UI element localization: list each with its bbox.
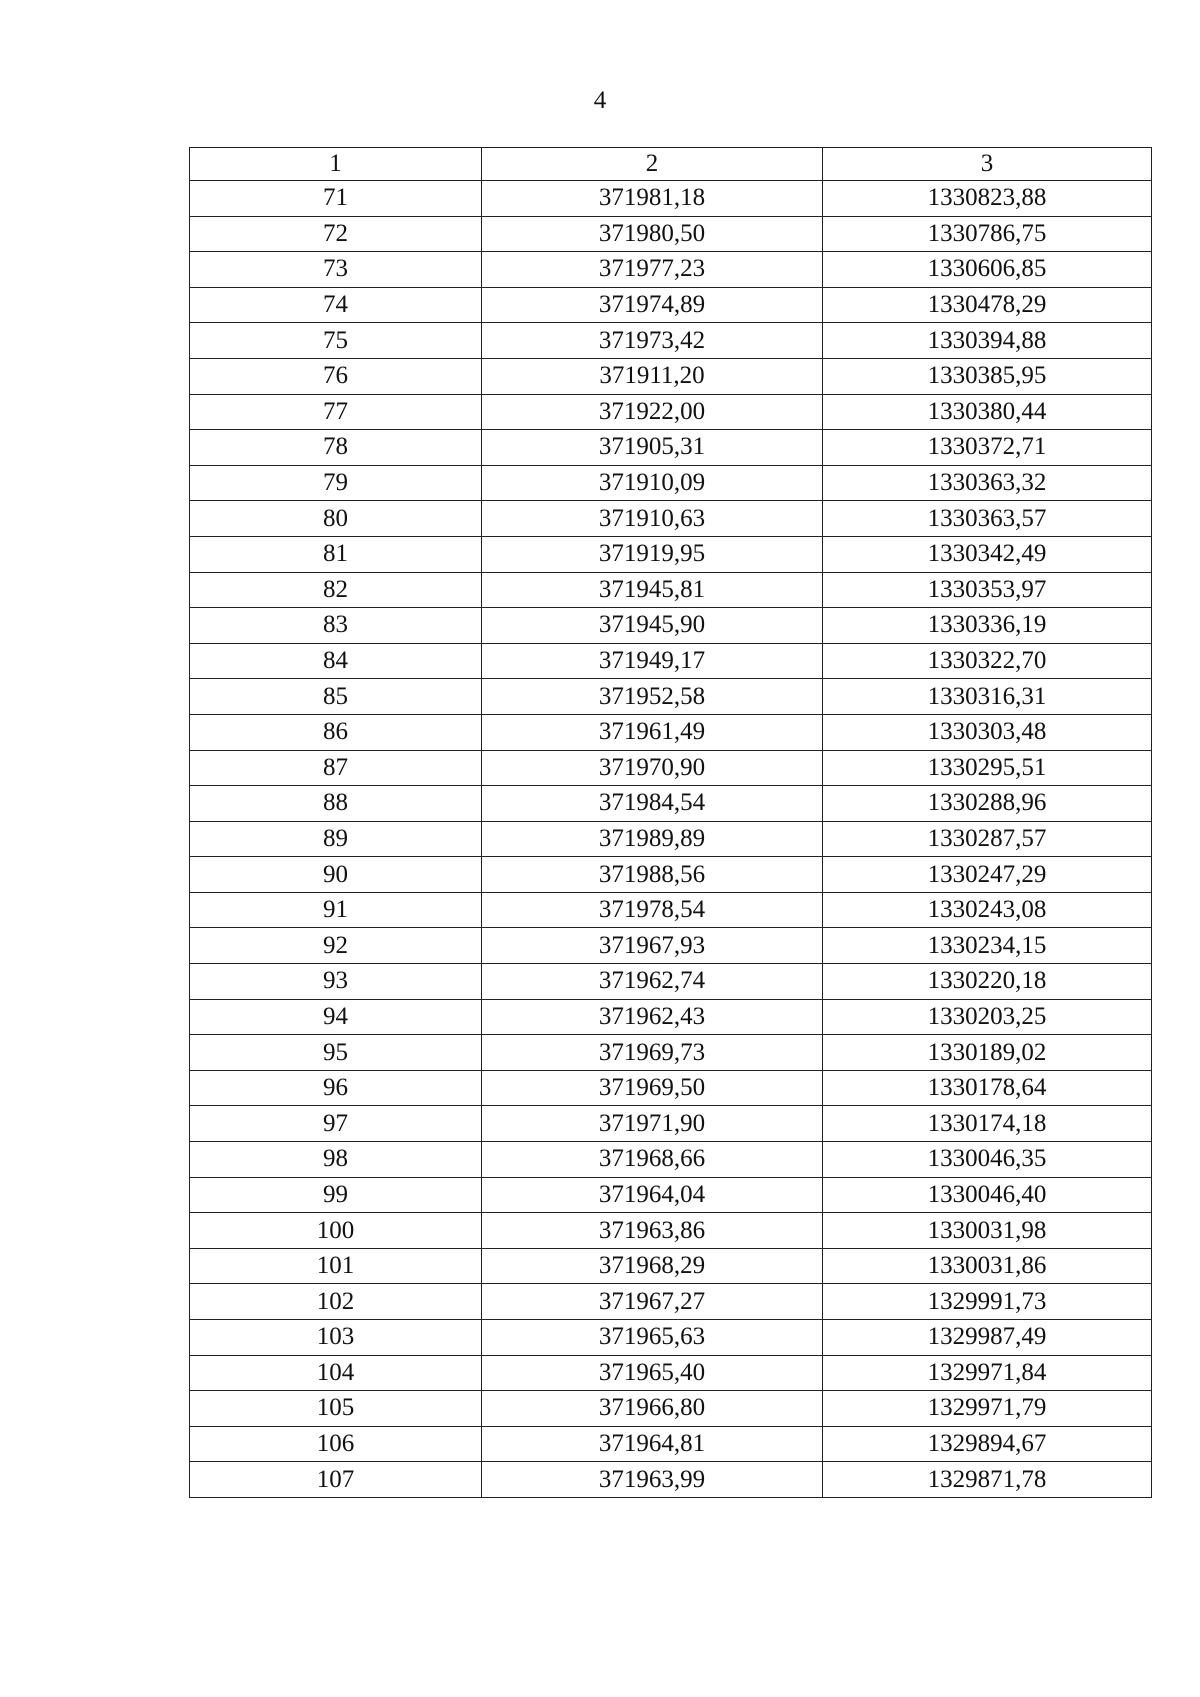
cell-point-number: 99 (190, 1177, 482, 1213)
cell-x-coordinate: 371971,90 (482, 1106, 823, 1142)
cell-point-number: 77 (190, 394, 482, 430)
cell-point-number: 81 (190, 536, 482, 572)
cell-point-number: 100 (190, 1213, 482, 1249)
cell-y-coordinate: 1330322,70 (823, 643, 1152, 679)
table-row (190, 252, 1152, 288)
cell-x-coordinate: 371964,04 (482, 1177, 823, 1213)
cell-point-number: 83 (190, 608, 482, 644)
cell-x-coordinate: 371967,93 (482, 928, 823, 964)
cell-x-coordinate: 371977,23 (482, 252, 823, 288)
cell-x-coordinate: 371910,63 (482, 501, 823, 537)
table-row (190, 821, 1152, 857)
cell-y-coordinate: 1330606,85 (823, 252, 1152, 288)
table-row (190, 679, 1152, 715)
cell-y-coordinate: 1330363,57 (823, 501, 1152, 537)
cell-point-number: 90 (190, 857, 482, 893)
cell-point-number: 89 (190, 821, 482, 857)
cell-y-coordinate: 1330189,02 (823, 1035, 1152, 1071)
cell-point-number: 105 (190, 1391, 482, 1427)
table-row (190, 786, 1152, 822)
table-row (190, 1462, 1152, 1498)
cell-y-coordinate: 1330287,57 (823, 821, 1152, 857)
table-row (190, 999, 1152, 1035)
table-row (190, 1177, 1152, 1213)
cell-point-number: 73 (190, 252, 482, 288)
cell-x-coordinate: 371952,58 (482, 679, 823, 715)
cell-point-number: 85 (190, 679, 482, 715)
cell-point-number: 91 (190, 892, 482, 928)
cell-x-coordinate: 371967,27 (482, 1284, 823, 1320)
cell-x-coordinate: 371911,20 (482, 358, 823, 394)
cell-point-number: 76 (190, 358, 482, 394)
table-row (190, 1106, 1152, 1142)
table-row (190, 857, 1152, 893)
cell-point-number: 103 (190, 1320, 482, 1356)
cell-point-number: 74 (190, 287, 482, 323)
cell-point-number: 107 (190, 1462, 482, 1498)
cell-x-coordinate: 371963,99 (482, 1462, 823, 1498)
cell-y-coordinate: 1330342,49 (823, 536, 1152, 572)
cell-x-coordinate: 371963,86 (482, 1213, 823, 1249)
table-row (190, 358, 1152, 394)
cell-x-coordinate: 371922,00 (482, 394, 823, 430)
cell-x-coordinate: 371984,54 (482, 786, 823, 822)
cell-y-coordinate: 1330247,29 (823, 857, 1152, 893)
table-row (190, 1213, 1152, 1249)
cell-x-coordinate: 371962,43 (482, 999, 823, 1035)
cell-x-coordinate: 371970,90 (482, 750, 823, 786)
cell-x-coordinate: 371988,56 (482, 857, 823, 893)
cell-x-coordinate: 371919,95 (482, 536, 823, 572)
cell-y-coordinate: 1330316,31 (823, 679, 1152, 715)
cell-x-coordinate: 371973,42 (482, 323, 823, 359)
table-row (190, 1284, 1152, 1320)
cell-y-coordinate: 1329987,49 (823, 1320, 1152, 1356)
cell-x-coordinate: 371968,29 (482, 1248, 823, 1284)
column-header-point-number: 1 (190, 148, 482, 181)
table-row (190, 216, 1152, 252)
cell-y-coordinate: 1330385,95 (823, 358, 1152, 394)
cell-x-coordinate: 371905,31 (482, 430, 823, 466)
table-row (190, 750, 1152, 786)
cell-y-coordinate: 1329971,79 (823, 1391, 1152, 1427)
cell-y-coordinate: 1330234,15 (823, 928, 1152, 964)
cell-y-coordinate: 1329894,67 (823, 1426, 1152, 1462)
cell-x-coordinate: 371965,63 (482, 1320, 823, 1356)
cell-x-coordinate: 371949,17 (482, 643, 823, 679)
cell-y-coordinate: 1329991,73 (823, 1284, 1152, 1320)
table-row (190, 572, 1152, 608)
cell-x-coordinate: 371962,74 (482, 964, 823, 1000)
cell-point-number: 78 (190, 430, 482, 466)
table-row (190, 323, 1152, 359)
cell-y-coordinate: 1330031,98 (823, 1213, 1152, 1249)
cell-y-coordinate: 1330823,88 (823, 181, 1152, 217)
cell-point-number: 96 (190, 1070, 482, 1106)
cell-point-number: 80 (190, 501, 482, 537)
cell-y-coordinate: 1330295,51 (823, 750, 1152, 786)
table-row (190, 287, 1152, 323)
cell-x-coordinate: 371980,50 (482, 216, 823, 252)
table-row (190, 465, 1152, 501)
table-row (190, 394, 1152, 430)
cell-y-coordinate: 1330786,75 (823, 216, 1152, 252)
cell-y-coordinate: 1330174,18 (823, 1106, 1152, 1142)
cell-y-coordinate: 1330372,71 (823, 430, 1152, 466)
cell-y-coordinate: 1329871,78 (823, 1462, 1152, 1498)
column-header-y: 3 (823, 148, 1152, 181)
cell-y-coordinate: 1329971,84 (823, 1355, 1152, 1391)
cell-x-coordinate: 371966,80 (482, 1391, 823, 1427)
cell-point-number: 88 (190, 786, 482, 822)
cell-x-coordinate: 371968,66 (482, 1142, 823, 1178)
cell-y-coordinate: 1330243,08 (823, 892, 1152, 928)
coordinates-table-body (190, 148, 1152, 1498)
table-row (190, 501, 1152, 537)
cell-point-number: 95 (190, 1035, 482, 1071)
cell-y-coordinate: 1330031,86 (823, 1248, 1152, 1284)
table-row (190, 892, 1152, 928)
cell-x-coordinate: 371965,40 (482, 1355, 823, 1391)
cell-y-coordinate: 1330353,97 (823, 572, 1152, 608)
cell-y-coordinate: 1330203,25 (823, 999, 1152, 1035)
table-row (190, 1355, 1152, 1391)
table-header-row (190, 148, 1152, 181)
table-row (190, 643, 1152, 679)
cell-point-number: 79 (190, 465, 482, 501)
cell-y-coordinate: 1330046,35 (823, 1142, 1152, 1178)
cell-point-number: 87 (190, 750, 482, 786)
table-row (190, 1035, 1152, 1071)
cell-point-number: 72 (190, 216, 482, 252)
cell-point-number: 93 (190, 964, 482, 1000)
table-row (190, 928, 1152, 964)
cell-x-coordinate: 371974,89 (482, 287, 823, 323)
cell-point-number: 92 (190, 928, 482, 964)
cell-point-number: 102 (190, 1284, 482, 1320)
table-row (190, 536, 1152, 572)
cell-x-coordinate: 371989,89 (482, 821, 823, 857)
cell-point-number: 104 (190, 1355, 482, 1391)
page-number: 4 (593, 87, 607, 114)
table-row (190, 1391, 1152, 1427)
cell-point-number: 98 (190, 1142, 482, 1178)
cell-y-coordinate: 1330380,44 (823, 394, 1152, 430)
cell-point-number: 86 (190, 714, 482, 750)
table-row (190, 1070, 1152, 1106)
cell-x-coordinate: 371969,73 (482, 1035, 823, 1071)
cell-x-coordinate: 371964,81 (482, 1426, 823, 1462)
cell-x-coordinate: 371969,50 (482, 1070, 823, 1106)
cell-y-coordinate: 1330394,88 (823, 323, 1152, 359)
table-row (190, 1320, 1152, 1356)
cell-y-coordinate: 1330303,48 (823, 714, 1152, 750)
column-header-x: 2 (482, 148, 823, 181)
cell-x-coordinate: 371945,90 (482, 608, 823, 644)
cell-point-number: 71 (190, 181, 482, 217)
cell-x-coordinate: 371910,09 (482, 465, 823, 501)
cell-point-number: 94 (190, 999, 482, 1035)
cell-point-number: 101 (190, 1248, 482, 1284)
cell-y-coordinate: 1330478,29 (823, 287, 1152, 323)
cell-y-coordinate: 1330336,19 (823, 608, 1152, 644)
cell-y-coordinate: 1330288,96 (823, 786, 1152, 822)
table-row (190, 1248, 1152, 1284)
table-row (190, 714, 1152, 750)
table-row (190, 430, 1152, 466)
table-row (190, 1426, 1152, 1462)
cell-point-number: 82 (190, 572, 482, 608)
cell-y-coordinate: 1330046,40 (823, 1177, 1152, 1213)
coordinates-table (189, 147, 1152, 1498)
table-row (190, 1142, 1152, 1178)
cell-x-coordinate: 371945,81 (482, 572, 823, 608)
cell-point-number: 84 (190, 643, 482, 679)
cell-y-coordinate: 1330220,18 (823, 964, 1152, 1000)
cell-x-coordinate: 371961,49 (482, 714, 823, 750)
cell-x-coordinate: 371981,18 (482, 181, 823, 217)
cell-y-coordinate: 1330178,64 (823, 1070, 1152, 1106)
cell-point-number: 106 (190, 1426, 482, 1462)
table-row (190, 608, 1152, 644)
cell-point-number: 75 (190, 323, 482, 359)
table-row (190, 181, 1152, 217)
table-row (190, 964, 1152, 1000)
cell-point-number: 97 (190, 1106, 482, 1142)
cell-x-coordinate: 371978,54 (482, 892, 823, 928)
cell-y-coordinate: 1330363,32 (823, 465, 1152, 501)
